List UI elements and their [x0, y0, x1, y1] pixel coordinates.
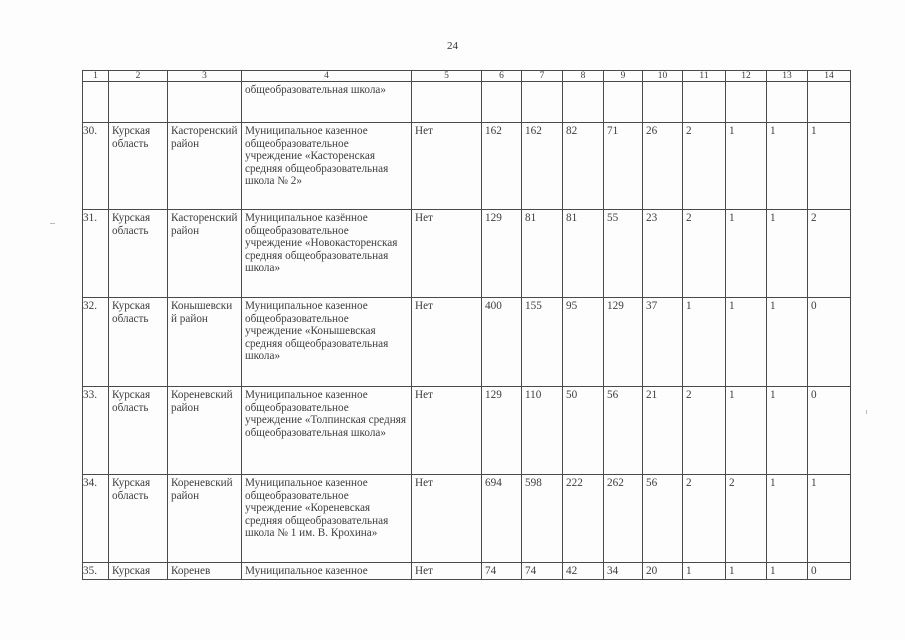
data-table: [82, 70, 851, 580]
header-cell: 9: [604, 71, 643, 82]
header-cell: 10: [643, 71, 683, 82]
value-cell: 95: [563, 298, 604, 387]
district-cell: Касторенский район: [168, 210, 242, 298]
value-cell: Нет: [412, 475, 482, 563]
value-cell: 71: [604, 123, 643, 210]
value-cell: 1: [767, 475, 808, 563]
district-cell: Кореневский район: [168, 475, 242, 563]
value-cell: 598: [522, 475, 563, 563]
scan-mark-left: [50, 223, 55, 224]
value-cell: 55: [604, 210, 643, 298]
value-cell: 2: [683, 387, 726, 475]
value-cell: 56: [643, 475, 683, 563]
value-cell: 82: [563, 123, 604, 210]
district-cell: Конышевский район: [168, 298, 242, 387]
district-cell: Коренев: [168, 563, 242, 580]
value-cell: 222: [563, 475, 604, 563]
value-cell: 21: [643, 387, 683, 475]
value-cell: 56: [604, 387, 643, 475]
value-cell: 2: [683, 475, 726, 563]
value-cell: 81: [522, 210, 563, 298]
value-cell: 2: [683, 123, 726, 210]
value-cell: 1: [808, 475, 851, 563]
region-cell: Курская: [109, 563, 168, 580]
value-cell: 262: [604, 475, 643, 563]
value-cell: 1: [767, 387, 808, 475]
value-cell: 1: [726, 387, 767, 475]
header-cell: 6: [482, 71, 522, 82]
value-cell: 155: [522, 298, 563, 387]
value-cell: 26: [643, 123, 683, 210]
header-cell: 11: [683, 71, 726, 82]
table-row: [83, 387, 851, 475]
value-cell: 0: [808, 298, 851, 387]
table-row: [83, 475, 851, 563]
row-number: 30.: [83, 125, 97, 137]
value-cell: 129: [482, 210, 522, 298]
district-cell: Касторенский район: [168, 123, 242, 210]
header-cell: 4: [242, 71, 412, 82]
value-cell: 1: [726, 123, 767, 210]
school-name-cell: Муниципальное казенное общеобразовательное учреждение «Касторенская средняя общеобразовательная школа № 2»: [242, 123, 412, 210]
value-cell: 50: [563, 387, 604, 475]
header-cell: 14: [808, 71, 851, 82]
value-cell: 2: [726, 475, 767, 563]
value-cell: 23: [643, 210, 683, 298]
row-number: 35.: [83, 565, 97, 577]
value-cell: 1: [808, 123, 851, 210]
value-cell: Нет: [412, 563, 482, 580]
header-cell: 2: [109, 71, 168, 82]
header-cell: 1: [83, 71, 109, 82]
value-cell: 110: [522, 387, 563, 475]
value-cell: 129: [482, 387, 522, 475]
header-cell: 7: [522, 71, 563, 82]
header-cell: 5: [412, 71, 482, 82]
continuation-text: общеобразовательная школа»: [242, 82, 412, 123]
value-cell: 74: [482, 563, 522, 580]
row-number: 34.: [83, 477, 97, 489]
region-cell: Курская область: [109, 298, 168, 387]
value-cell: 1: [767, 298, 808, 387]
header-cell: 3: [168, 71, 242, 82]
district-cell: Кореневский район: [168, 387, 242, 475]
value-cell: 1: [767, 210, 808, 298]
header-cell: 8: [563, 71, 604, 82]
value-cell: 1: [767, 123, 808, 210]
header-cell: 12: [726, 71, 767, 82]
row-number: 31.: [83, 212, 97, 224]
region-cell: Курская область: [109, 210, 168, 298]
school-name-cell: Муниципальное казенное общеобразовательное учреждение «Кореневская средняя общеобразовательная школа № 1 им. В. Крохина»: [242, 475, 412, 563]
school-name-cell: Муниципальное казенное общеобразовательное учреждение «Конышевская средняя общеобразовательная школа»: [242, 298, 412, 387]
school-name-cell: Муниципальное казенное: [242, 563, 412, 580]
value-cell: Нет: [412, 123, 482, 210]
header-row: [83, 71, 851, 82]
header-cell: 13: [767, 71, 808, 82]
value-cell: 20: [643, 563, 683, 580]
value-cell: Нет: [412, 387, 482, 475]
value-cell: 694: [482, 475, 522, 563]
scan-mark-right: [866, 410, 867, 414]
table-row: [83, 298, 851, 387]
value-cell: 1: [683, 298, 726, 387]
table-row: [83, 123, 851, 210]
value-cell: 0: [808, 387, 851, 475]
value-cell: 2: [808, 210, 851, 298]
table-row: [83, 210, 851, 298]
school-name-cell: Муниципальное казённое общеобразовательное учреждение «Новокасторенская средняя общеобразовательная школа»: [242, 210, 412, 298]
value-cell: 1: [726, 210, 767, 298]
continuation-row: [83, 82, 851, 123]
value-cell: 81: [563, 210, 604, 298]
value-cell: 1: [726, 563, 767, 580]
region-cell: Курская область: [109, 123, 168, 210]
value-cell: 0: [808, 563, 851, 580]
region-cell: Курская область: [109, 475, 168, 563]
value-cell: 1: [767, 563, 808, 580]
value-cell: 162: [522, 123, 563, 210]
row-number: 33.: [83, 389, 97, 401]
table-row: [83, 563, 851, 580]
value-cell: 1: [726, 298, 767, 387]
value-cell: 129: [604, 298, 643, 387]
value-cell: 74: [522, 563, 563, 580]
value-cell: 42: [563, 563, 604, 580]
value-cell: Нет: [412, 298, 482, 387]
page-number: 24: [447, 40, 458, 52]
row-number: 32.: [83, 300, 97, 312]
value-cell: 1: [683, 563, 726, 580]
value-cell: 2: [683, 210, 726, 298]
value-cell: 400: [482, 298, 522, 387]
value-cell: Нет: [412, 210, 482, 298]
value-cell: 37: [643, 298, 683, 387]
value-cell: 34: [604, 563, 643, 580]
region-cell: Курская область: [109, 387, 168, 475]
value-cell: 162: [482, 123, 522, 210]
school-name-cell: Муниципальное казенное общеобразовательное учреждение «Толпинская средняя общеобразовательная школа»: [242, 387, 412, 475]
